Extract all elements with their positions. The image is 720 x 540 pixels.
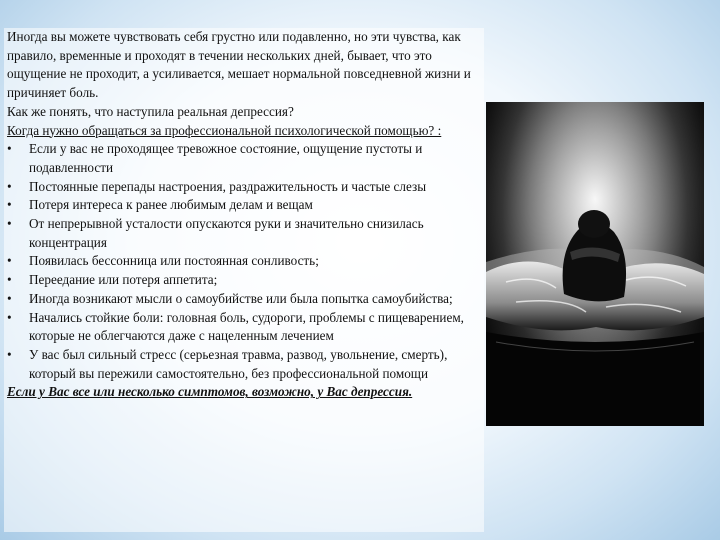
bullet-icon: • xyxy=(7,253,12,269)
list-item xyxy=(7,215,482,252)
bullet-icon: • xyxy=(7,290,12,306)
conclusion-text: Если у Вас все или несколько симптомов, возможно, у Вас депрессия. xyxy=(7,384,413,400)
list-item-text: Начались стойкие боли: головная боль, судороги, проблемы с пищеварением, которые не облегчаются даже с нацеленным лечением xyxy=(29,309,464,344)
list-item xyxy=(7,346,482,383)
when-heading: Когда нужно обращаться за профессиональной психологической помощью? : xyxy=(7,122,442,138)
list-item xyxy=(7,309,482,346)
bullet-icon: • xyxy=(7,309,12,325)
intro-paragraph: Иногда вы можете чувствовать себя грустно или подавленно, но эти чувства, как правило, временные и проходят в течении нескольких дней, бывает, что это ощущение не проходит, а усиливается, мешает нормальной повседневной жизни и причиняет боль. xyxy=(7,29,471,101)
photo-illustration xyxy=(486,102,704,426)
list-item-text: Потеря интереса к ранее любимым делам и вещам xyxy=(29,197,313,213)
bullet-icon: • xyxy=(7,272,12,288)
bullet-icon: • xyxy=(7,197,12,213)
list-item-text: У вас был сильный стресс (серьезная травма, развод, увольнение, смерть), который вы пережили самостоятельно, без профессиональной помощи xyxy=(29,346,448,381)
list-item xyxy=(7,252,482,271)
question-line: Как же понять, что наступила реальная депрессия? xyxy=(7,103,294,119)
depression-photo xyxy=(486,102,704,426)
list-item xyxy=(7,178,482,197)
list-item-text: Постоянные перепады настроения, раздражительность и частые слезы xyxy=(29,178,427,194)
list-item-text: Появилась бессонница или постоянная сонливость; xyxy=(29,253,319,269)
slide-content xyxy=(7,28,482,402)
bullet-icon: • xyxy=(7,216,12,232)
bullet-icon: • xyxy=(7,178,12,194)
bullet-icon: • xyxy=(7,141,12,157)
list-item-text: Если у вас не проходящее тревожное состояние, ощущение пустоты и подавленности xyxy=(29,141,423,175)
list-item xyxy=(7,271,482,290)
list-item-text: Переедание или потеря аппетита; xyxy=(29,272,218,288)
symptom-list xyxy=(7,140,482,383)
list-item xyxy=(7,290,482,309)
bullet-icon: • xyxy=(7,346,12,362)
list-item xyxy=(7,140,482,177)
list-item-text: Иногда возникают мысли о самоубийстве или была попытка самоубийства; xyxy=(29,290,453,306)
list-item-text: От непрерывной усталости опускаются руки и значительно снизилась концентрация xyxy=(29,216,424,250)
list-item xyxy=(7,196,482,215)
